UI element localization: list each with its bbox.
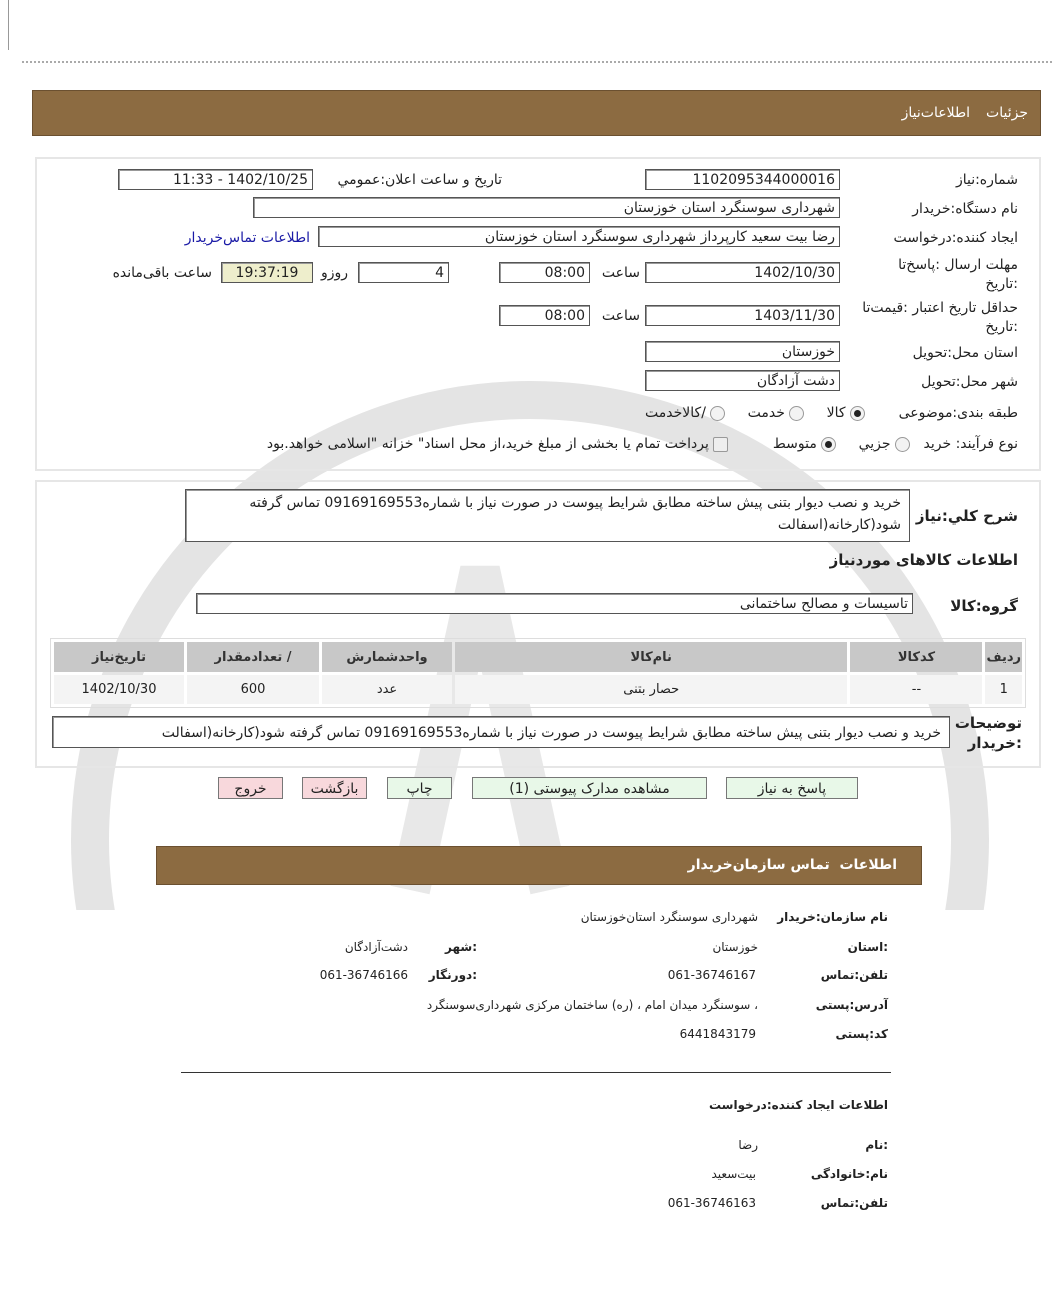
contact-title: اطلاعات تماس سازمان‌خریدار [687,857,897,873]
left-border [8,0,9,50]
page-header-bar [32,90,1041,136]
days-field[interactable]: 4 [358,262,449,283]
reply-button[interactable]: پاسخ به نیاز [726,777,858,799]
creator-field[interactable]: رضا بیت سعید کارپرداز شهرداری سوسنگرد استان خوزستان [318,226,840,247]
radio-service-label: خدمت [747,405,785,421]
treasury-checkbox[interactable] [713,437,728,452]
radio-minor[interactable] [895,437,910,452]
print-button[interactable]: چاپ [387,777,452,799]
buyer-notes-label: توضیحات [954,714,1022,732]
description-label: شرح کلي:نیاز [915,507,1018,525]
phone-value: 061-36746167 [667,968,756,982]
remaining-time: 19:37:19 [221,262,313,283]
deadline-date-field[interactable]: 1402/10/30 [645,262,840,283]
category-label: طبقه بندی:موضوعی [898,405,1018,421]
back-button[interactable]: بازگشت [302,777,367,799]
exit-button[interactable]: خروج [218,777,283,799]
days-label: روزو [320,265,348,281]
buyer-notes-label-2: :خریدار [967,734,1022,752]
need-number-field[interactable]: 1102095344000016 [645,169,840,190]
col-unit: واحدشمارش [322,642,452,672]
radio-goods[interactable] [850,406,865,421]
deadline-label-2: :تاریخ [985,276,1018,292]
validity-label-2: :تاریخ [985,319,1018,335]
process-radio-group [267,436,910,452]
org-value: شهرداری سوسنگرد استان‌خوزستان [580,910,758,924]
buyer-notes-field[interactable]: خرید و نصب دیوار بتنی پیش ساخته مطابق شرایط پیوست در صورت نیاز با شماره09169169553 تماس گرفته شود(کارخانه(اسفالت [52,716,950,748]
validity-date-field[interactable]: 1403/11/30 [645,305,840,326]
top-divider [22,61,1052,63]
view-attachments-button[interactable]: مشاهده مدارک پیوستی (1) [472,777,707,799]
contact-province-label: :استان [847,940,888,954]
col-date: تاریخ‌نیاز [54,642,184,672]
radio-goods-label: کالا [826,405,846,421]
radio-goods-service[interactable] [710,406,725,421]
province-label: استان محل:تحویل [912,345,1018,361]
col-row: ردیف [985,642,1022,672]
announce-field[interactable]: 1402/10/25 - 11:33 [118,169,313,190]
city-field[interactable]: دشت آزادگان [645,370,840,391]
table-header-row [54,642,1022,672]
creator-name-value: رضا [738,1138,758,1152]
goods-group-label: گروه:کالا [950,597,1018,615]
creator-info-title: اطلاعات ایجاد کننده:درخواست [708,1098,888,1112]
cell-name: حصار بتنی [455,675,847,704]
col-name: نام‌کالا [455,642,847,672]
creator-name-label: :نام [865,1138,888,1152]
fax-value: 061-36746166 [319,968,408,982]
contact-city-value: دشت‌آزادگان [344,940,408,954]
contact-city-label: :شهر [445,940,477,954]
address-label: آدرس:پستی [815,998,888,1012]
contact-province-value: خوزستان [712,940,758,954]
tab-need-info[interactable]: اطلاعات‌نیاز [901,105,970,121]
fax-label: :دورنگار [428,968,477,982]
description-field[interactable]: خرید و نصب دیوار بتنی پیش ساخته مطابق شرایط پیوست در صورت نیاز با شماره09169169553 تماس گرفته شود(کارخانه(اسفالت [185,489,910,542]
address-value: ، سوسنگرد میدان امام ، (ره) ساختمان مرکزی شهرداری‌سوسنگرد [426,998,758,1012]
goods-group-field[interactable]: تاسیسات و مصالح ساختمانی [196,593,913,614]
col-quantity: / تعدادمقدار [187,642,319,672]
deadline-time-field[interactable]: 08:00 [499,262,590,283]
radio-minor-label: جزيي [858,436,891,452]
cell-quantity: 600 [187,675,319,704]
goods-table-wrapper [50,638,1026,708]
treasury-note: پرداخت تمام یا بخشی از مبلغ خرید،از محل اسناد" خزانه "اسلامی خواهد.بود [266,436,709,452]
postal-label: کد:پستی [835,1027,888,1041]
cell-date: 1402/10/30 [54,675,184,704]
radio-medium[interactable] [821,437,836,452]
validity-label: حداقل تاریخ اعتبار :قیمت‌تا [862,300,1018,316]
creator-family-label: نام:خانوادگی [810,1167,888,1181]
contact-divider [181,1072,891,1073]
creator-label: ایجاد کننده:درخواست [893,230,1018,246]
buyer-contact-link[interactable]: اطلاعات تماس‌خریدار [184,230,310,246]
need-number-label: شماره:نیاز [955,172,1018,188]
deadline-label: مهلت ارسال :پاسخ‌تا [898,257,1018,273]
radio-service[interactable] [789,406,804,421]
phone-label: تلفن:تماس [820,968,888,982]
buyer-field[interactable]: شهرداری سوسنگرد استان خوزستان [253,197,840,218]
goods-info-title: اطلاعات کالاهای موردنیاز [829,551,1018,569]
col-code: کدکالا [850,642,982,672]
postal-value: 6441843179 [679,1027,756,1041]
creator-phone-label: تلفن:تماس [820,1196,888,1210]
province-field[interactable]: خوزستان [645,341,840,362]
radio-medium-label: متوسط [772,436,817,452]
buyer-label: نام دستگاه:خریدار [912,201,1018,217]
cell-code: -- [850,675,982,704]
validity-time-field[interactable]: 08:00 [499,305,590,326]
city-label: شهر محل:تحویل [921,374,1018,390]
validity-time-label: ساعت [601,308,640,324]
category-radio-group [645,405,865,421]
cell-unit: عدد [322,675,452,704]
creator-family-value: بیت‌سعید [711,1167,756,1181]
time-label: ساعت [601,265,640,281]
tab-details[interactable]: جزئیات [986,105,1028,121]
announce-label: تاريخ و ساعت اعلان:عمومي [337,172,502,188]
org-label: نام سازمان:خریدار [777,910,888,924]
remaining-label: ساعت باقی‌مانده [112,265,212,281]
table-row [54,675,1022,704]
radio-goods-service-label: /کالاخدمت [645,405,706,421]
process-label: نوع فرآیند: خرید [923,436,1018,452]
cell-row: 1 [985,675,1022,704]
goods-table [51,639,1025,707]
contact-header-bar [156,846,922,885]
creator-phone-value: 061-36746163 [667,1196,756,1210]
